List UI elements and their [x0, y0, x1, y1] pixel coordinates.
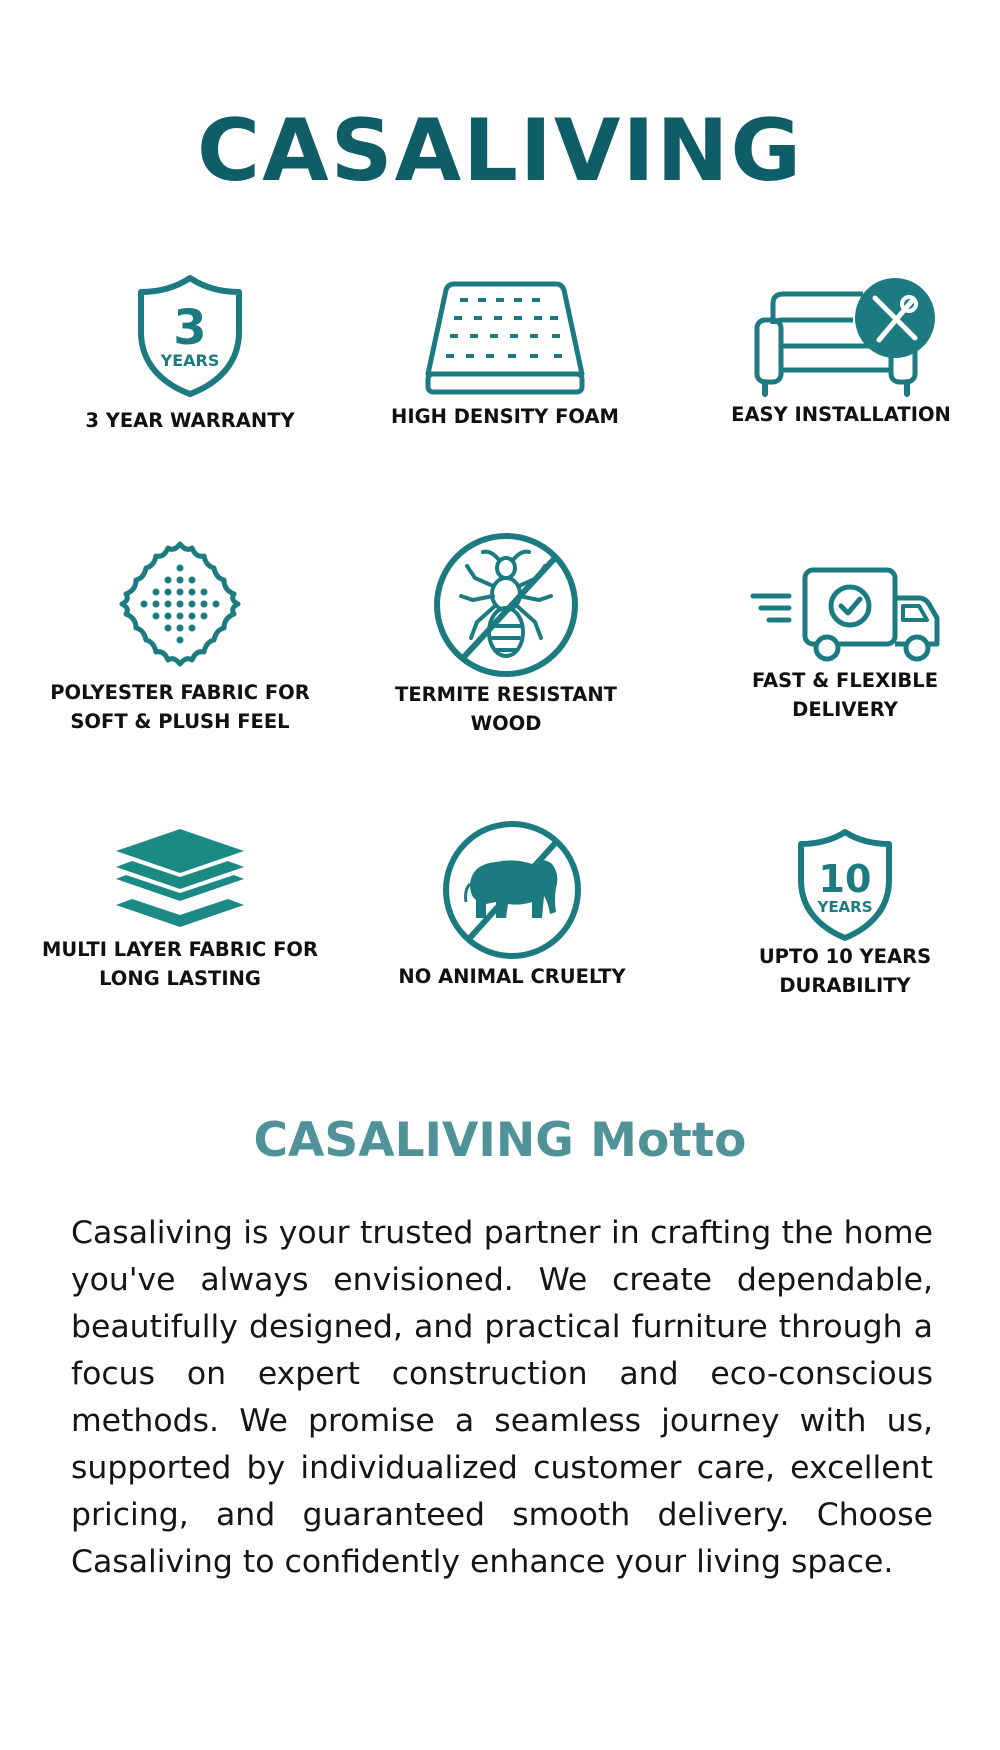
- feature-polyester: [30, 538, 330, 736]
- feature-warranty: [40, 272, 340, 435]
- layers-icon: [112, 825, 248, 933]
- sofa-tools-icon: [743, 274, 939, 400]
- no-animal-cruelty-icon: [440, 818, 584, 962]
- feature-label-line-2: WOOD: [470, 712, 542, 735]
- feature-label-line-2: DELIVERY: [792, 698, 898, 721]
- shield-3-years-icon: [125, 272, 255, 400]
- shield-number: 3: [173, 300, 207, 356]
- feature-label-line-1: MULTI LAYER FABRIC FOR: [42, 938, 318, 961]
- feature-label-line-1: FAST & FLEXIBLE: [751, 669, 939, 692]
- feature-foam: [355, 276, 655, 431]
- shield-unit: YEARS: [160, 351, 220, 370]
- feature-label: EASY INSTALLATION: [731, 403, 951, 426]
- feature-delivery: [695, 562, 995, 724]
- feature-label-line-1: TERMITE RESISTANT: [395, 683, 617, 706]
- feature-multilayer: [30, 825, 330, 993]
- feature-installation: [691, 274, 991, 429]
- feature-label-line-1: UPTO 10 YEARS: [758, 945, 932, 968]
- brand-logo: CASALIVING: [196, 101, 804, 201]
- no-termite-icon: [431, 530, 581, 680]
- motto-title: CASALIVING Motto: [253, 1113, 747, 1168]
- feature-label-line-1: POLYESTER FABRIC FOR: [50, 681, 310, 704]
- feature-termite: [356, 530, 656, 738]
- shield-10-years-icon: [787, 826, 903, 942]
- shield-unit: YEARS: [817, 898, 873, 916]
- shield-number: 10: [818, 857, 872, 901]
- fabric-weave-icon: [114, 538, 246, 670]
- delivery-truck-icon: [747, 562, 943, 666]
- feature-label-line-2: DURABILITY: [779, 974, 911, 997]
- feature-label-line-2: SOFT & PLUSH FEEL: [70, 710, 290, 733]
- feature-no-animal-cruelty: [362, 818, 662, 991]
- feature-label: 3 YEAR WARRANTY: [85, 409, 295, 432]
- feature-label: HIGH DENSITY FOAM: [391, 405, 619, 428]
- feature-label: NO ANIMAL CRUELTY: [398, 965, 626, 988]
- feature-durability: [695, 826, 995, 1000]
- motto-text: Casaliving is your trusted partner in crafting the home you've always envisioned. We create dependable, beautifully designed, and practical furniture through a focus on expert construction and eco-conscious methods. We promise a seamless journey with us, supported by individualized customer care, excellent pricing, and guaranteed smooth delivery. Choose Casaliving to confidently enhance your living space.: [71, 1215, 933, 1580]
- mattress-foam-icon: [420, 276, 590, 400]
- feature-label-line-2: LONG LASTING: [99, 967, 261, 990]
